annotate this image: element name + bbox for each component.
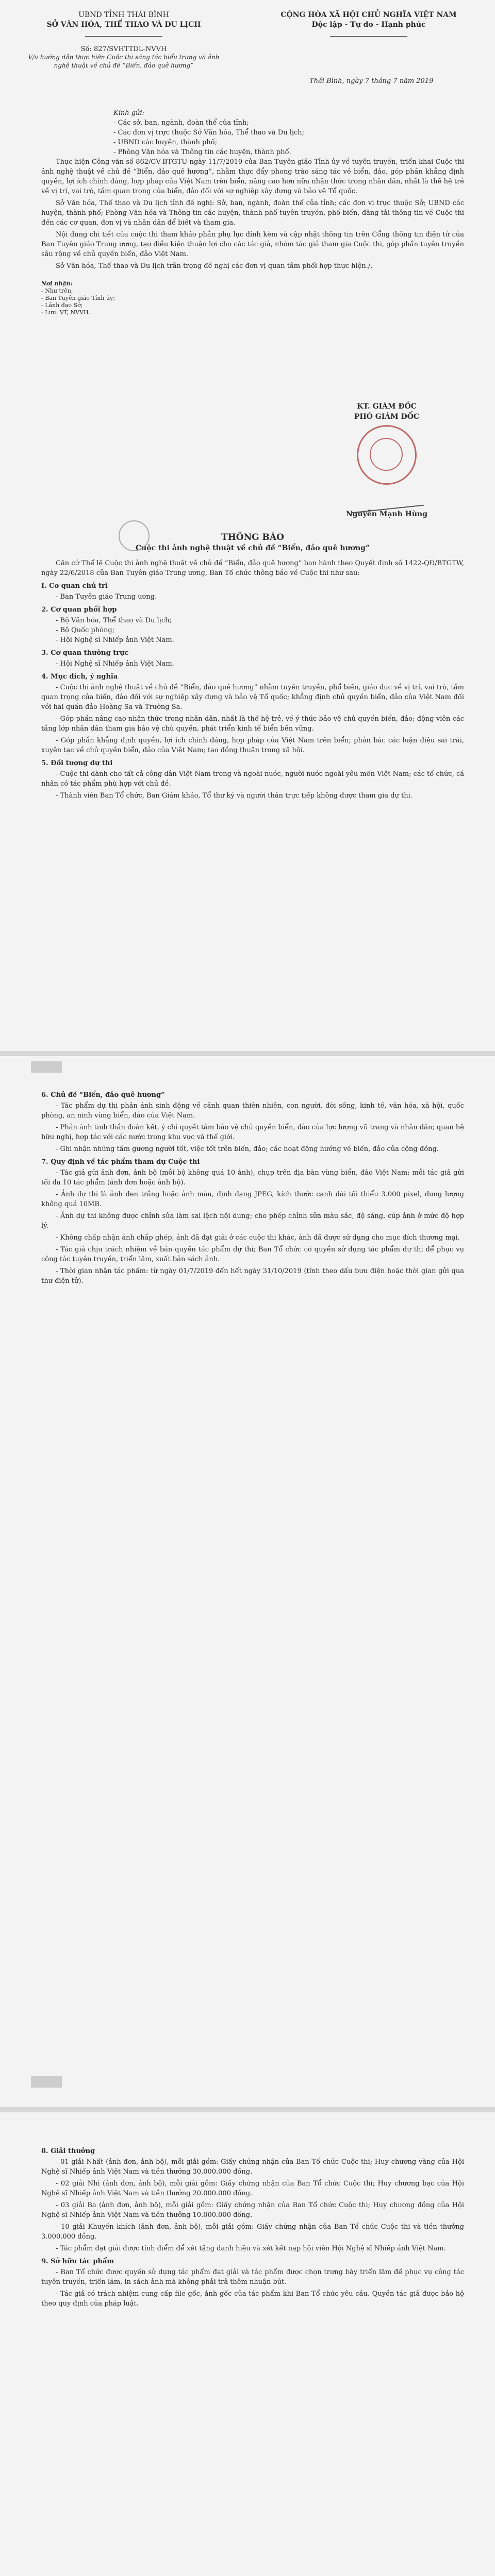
section-item: - Bộ Văn hóa, Thể thao và Du lịch; [56,617,172,624]
section-item: - Thời gian nhận tác phẩm: từ ngày 01/7/2019 đến hết ngày 31/10/2019 (tính theo dấu bưu điện hoặc thời gian gửi qua thư điện tử). [41,1267,464,1285]
section-heading: 9. Sở hữu tác phẩm [41,2258,114,2265]
header-underline [85,36,162,37]
national-motto: Độc lập - Tự do - Hạnh phúc [311,20,426,29]
section-item: - Tác giả gửi ảnh đơn, ảnh bộ (mỗi bộ không quá 10 ảnh), chụp trên địa bàn vùng biển, đảo Việt Nam; mỗi tác giả gửi tối đa 10 tác phẩm (ảnh đơn hoặc ảnh bộ). [41,1169,464,1187]
section-item: - Tác phẩm dự thi phản ánh sinh động về cảnh quan thiên nhiên, con người, đời sống, kinh tế, văn hóa, xã hội, quốc phòng, an ninh vùng biển, đảo của Việt Nam. [41,1102,464,1120]
noi-nhan-item: - Lãnh đạo Sở; [41,302,83,309]
official-seal [357,425,417,485]
stamp-mark-icon [119,520,150,551]
national-title: CỘNG HÒA XÃ HỘI CHỦ NGHĨA VIỆT NAM [280,11,457,19]
section-heading: 8. Giải thưởng [41,2147,95,2155]
section-item: - Không chấp nhận ảnh chắp ghép, ảnh đã đạt giải ở các cuộc thi khác, ảnh đã được sử dụng cho mục đích thương mại. [56,1234,460,1242]
notice-body-part-1 [41,526,464,803]
signature-block [309,402,464,520]
letter-paragraph: Sở Văn hóa, Thể thao và Du lịch trân trọng đề nghị các đơn vị quan tâm phối hợp thực hiện./. [56,262,373,270]
section-item: - Tác giả chịu trách nhiệm về bản quyền tác phẩm dự thi; Ban Tổ chức có quyền sử dụng tác phẩm dự thi để phục vụ công tác tuyên truyền, triển lãm, xuất bản sách ảnh. [41,1246,464,1263]
recipient-item: - UBND các huyện, thành phố; [113,139,218,146]
agency-line-1: UBND TỈNH THÁI BÌNH [78,11,169,19]
section-item: - Góp phần nâng cao nhận thức trong nhân dân, nhất là thế hệ trẻ, về ý thức bảo vệ chủ quyền biển, đảo; động viên các tầng lớp nhân dân tham gia bảo vệ chủ quyền, phát triển kinh tế biển bền vững. [41,715,464,733]
section-item: - Tác phẩm đạt giải được tính điểm để xét tặng danh hiệu và xét kết nạp hội viên Hội Nghệ sĩ Nhiếp ảnh Việt Nam. [56,2245,446,2252]
section-heading: 3. Cơ quan thường trực [41,649,129,657]
section-item: - Cuộc thi dành cho tất cả công dân Việt Nam trong và ngoài nước, người nước ngoài yêu mến Việt Nam; các tổ chức, cá nhân có tác phẩm phù hợp với chủ đề. [41,770,464,788]
section-item: - Ảnh dự thi không được chỉnh sửa làm sai lệch nội dung; cho phép chỉnh sửa màu sắc, độ sáng, cúp ảnh ở mức độ hợp lý. [41,1212,464,1230]
recipients-block [113,108,464,157]
scan-mark-icon [31,1061,62,1073]
document-number: Số: 827/SVHTTDL-NVVH [80,45,167,53]
noi-nhan-label: Nơi nhận: [41,280,73,287]
notice-intro: Căn cứ Thể lệ Cuộc thi ảnh nghệ thuật về chủ đề “Biển, đảo quê hương” ban hành theo Quyết định số 1422-QĐ/BTGTW, ngày 22/6/2018 của Ban Tuyên giáo Trung ương, Ban Tổ chức thông báo về Cuộc thi như sau: [41,560,464,577]
section-item: - Hội Nghệ sĩ Nhiếp ảnh Việt Nam. [56,636,174,644]
letter-paragraph: Nội dung chi tiết của cuộc thi tham khảo phần phụ lục đính kèm và cập nhật thông tin trên Cổng thông tin điện tử của Ban Tuyên giáo Trung ương, tạo điều kiện thuận lợi cho các tác giả, nhóm tác giả tham gia Cuộc thi, góp phần tuyên truyền sâu rộng về chủ quyền biển, đảo Việt Nam. [41,231,464,258]
section-item: - Ban Tổ chức được quyền sử dụng tác phẩm đạt giải và tác phẩm được chọn trưng bày triển lãm để phục vụ công tác tuyên truyền, triển lãm, in sách ảnh mà không phải trả thêm nhuận bút. [41,2268,464,2286]
scan-mark-icon [31,2076,62,2088]
kinh-gui-label: Kính gửi: [113,109,144,117]
noi-nhan-block [41,280,464,316]
notice-body-part-2 [41,1087,464,1288]
section-item: - 01 giải Nhất (ảnh đơn, ảnh bộ), mỗi giải gồm: Giấy chứng nhận của Ban Tổ chức Cuộc thi; Huy chương vàng của Hội Nghệ sĩ Nhiếp ảnh Việt Nam và tiền thưởng 30.000.000 đồng. [41,2158,464,2176]
notice-title: THÔNG BÁO [221,532,284,543]
section-item: - Hội Nghệ sĩ Nhiếp ảnh Việt Nam. [56,660,174,668]
notice-subtitle: Cuộc thi ảnh nghệ thuật về chủ đề “Biển, đảo quê hương” [135,544,370,552]
section-heading: 7. Quy định về tác phẩm tham dự Cuộc thi [41,1158,200,1166]
section-item: - Bộ Quốc phòng; [56,626,115,634]
document-date: Thái Bình, ngày 7 tháng 7 năm 2019 [309,77,434,85]
document-page-3 [0,2112,495,2576]
section-item: - 10 giải Khuyến khích (ảnh đơn, ảnh bộ), mỗi giải gồm: Giấy chứng nhận của Ban Tổ chức Cuộc thi và tiền thưởng 3.000.000 đồng. [41,2223,464,2241]
recipient-item: - Các đơn vị trực thuộc Sở Văn hóa, Thể thao và Du lịch; [113,129,305,137]
document-page-2 [0,1056,495,2107]
agency-line-2: SỞ VĂN HÓA, THỂ THAO VÀ DU LỊCH [46,20,201,29]
section-item: - Ghi nhận những tấm gương người tốt, việc tốt trên biển, đảo; các hoạt động hướng về biển, đảo của cộng đồng. [56,1145,439,1153]
signer-name: Nguyễn Mạnh Hùng [345,510,428,519]
recipient-item: - Các sở, ban, ngành, đoàn thể của tỉnh; [113,119,249,127]
document-page-1 [0,0,495,1051]
noi-nhan-item: - Ban Tuyên giáo Tỉnh ủy; [41,295,115,301]
section-heading: 6. Chủ đề “Biển, đảo quê hương” [41,1091,165,1099]
recipient-item: - Phòng Văn hóa và Thông tin các huyện, thành phố. [113,148,291,156]
noi-nhan-item: - Lưu: VT, NVVH. [41,309,91,316]
motto-underline [330,36,407,37]
noi-nhan-item: - Như trên; [41,287,73,294]
letter-paragraph: Thực hiện Công văn số 862/CV-BTGTU ngày 11/7/2019 của Ban Tuyên giáo Tỉnh ủy về tuyên truyền, triển khai Cuộc thi ảnh nghệ thuật về chủ đề “Biển, đảo quê hương”, nhằm thực đẩy phong trào sáng tác về biển, đảo, góp phần khẳng định quyền, lợi ích chính đáng, hợp pháp của Việt Nam trên biển, nâng cao hơn nữa nhận thức trong nhân dân, nhất là thế hệ trẻ về vị trí, vai trò, tầm quan trọng của biển, đảo đối với sự nghiệp xây dựng và bảo vệ Tổ quốc. [41,158,464,195]
section-item: - Ban Tuyên giáo Trung ương. [56,593,157,601]
section-item: - 03 giải Ba (ảnh đơn, ảnh bộ), mỗi giải gồm: Giấy chứng nhận của Ban Tổ chức Cuộc thi; Huy chương đồng của Hội Nghệ sĩ Nhiếp ảnh Việt Nam và tiền thưởng 10.000.000 đồng. [41,2201,464,2219]
issuing-agency-header [21,10,227,70]
section-item: - Phản ánh tinh thần đoàn kết, ý chí quyết tâm bảo vệ chủ quyền biển, đảo của lực lượng vũ trang và nhân dân; quan hệ hữu nghị, hợp tác với các nước trong khu vực và thế giới. [41,1124,464,1141]
letter-body [41,108,464,316]
national-motto-header [258,10,480,40]
section-heading: I. Cơ quan chủ trì [41,582,108,590]
signer-title-1: KT. GIÁM ĐỐC [357,402,417,411]
handwritten-signature [350,484,424,513]
section-item: - Ảnh dự thi là ảnh đen trắng hoặc ảnh màu, định dạng JPEG, kích thước cạnh dài tối thiểu 3.000 pixel, dung lượng không quá 10MB. [41,1191,464,1208]
section-item: - Góp phần khẳng định quyền, lợi ích chính đáng, hợp pháp của Việt Nam trên biển; phản bác các luận điệu sai trái, xuyên tạc về chủ quyền biển, đảo của Việt Nam; tạo đồng thuận trong xã hội. [41,737,464,754]
notice-body-part-3 [41,2143,464,2311]
section-heading: 4. Mục đích, ý nghĩa [41,673,118,681]
section-item: - Tác giả có trách nhiệm cung cấp file gốc, ảnh gốc của tác phẩm khi Ban Tổ chức yêu cầu. Quyền tác giả được bảo hộ theo quy định của pháp luật. [41,2290,464,2308]
section-heading: 5. Đối tượng dự thi [41,759,113,767]
letter-paragraph: Sở Văn hóa, Thể thao và Du lịch tỉnh đề nghị: Sở, ban, ngành, đoàn thể của tỉnh; các đơn vị trực thuộc Sở; UBND các huyện, thành phố; Phòng Văn hóa và Thông tin các huyện, thành phố tuyên truyền, phổ biến, đăng tải thông tin về Cuộc thi đến các cơ quan, đơn vị và nhân dân để biết và tham gia. [41,199,464,227]
signer-title-2: PHÓ GIÁM ĐỐC [354,412,420,421]
section-item: - Cuộc thi ảnh nghệ thuật về chủ đề “Biển, đảo quê hương” nhằm tuyên truyền, phổ biến, giáo dục về vị trí, vai trò, tầm quan trọng của biển, đảo đối với sự nghiệp xây dựng và bảo vệ Tổ quốc; khẳng định chủ quyền biển, đảo của Việt Nam đối với hai quần đảo Hoàng Sa và Trường Sa. [41,684,464,711]
document-subject: V/v hướng dẫn thực hiện Cuộc thi sáng tác biểu trưng và ảnh nghệ thuật về chủ đề “Biển, đảo quê hương” [28,54,220,69]
section-item: - 02 giải Nhì (ảnh đơn, ảnh bộ), mỗi giải gồm: Giấy chứng nhận của Ban Tổ chức Cuộc thi; Huy chương bạc của Hội Nghệ sĩ Nhiếp ảnh Việt Nam và tiền thưởng 20.000.000 đồng. [41,2180,464,2197]
section-heading: 2. Cơ quan phối hợp [41,606,117,614]
section-item: - Thành viên Ban Tổ chức, Ban Giám khảo, Tổ thư ký và người thân trực tiếp không được tham gia dự thi. [56,792,412,800]
